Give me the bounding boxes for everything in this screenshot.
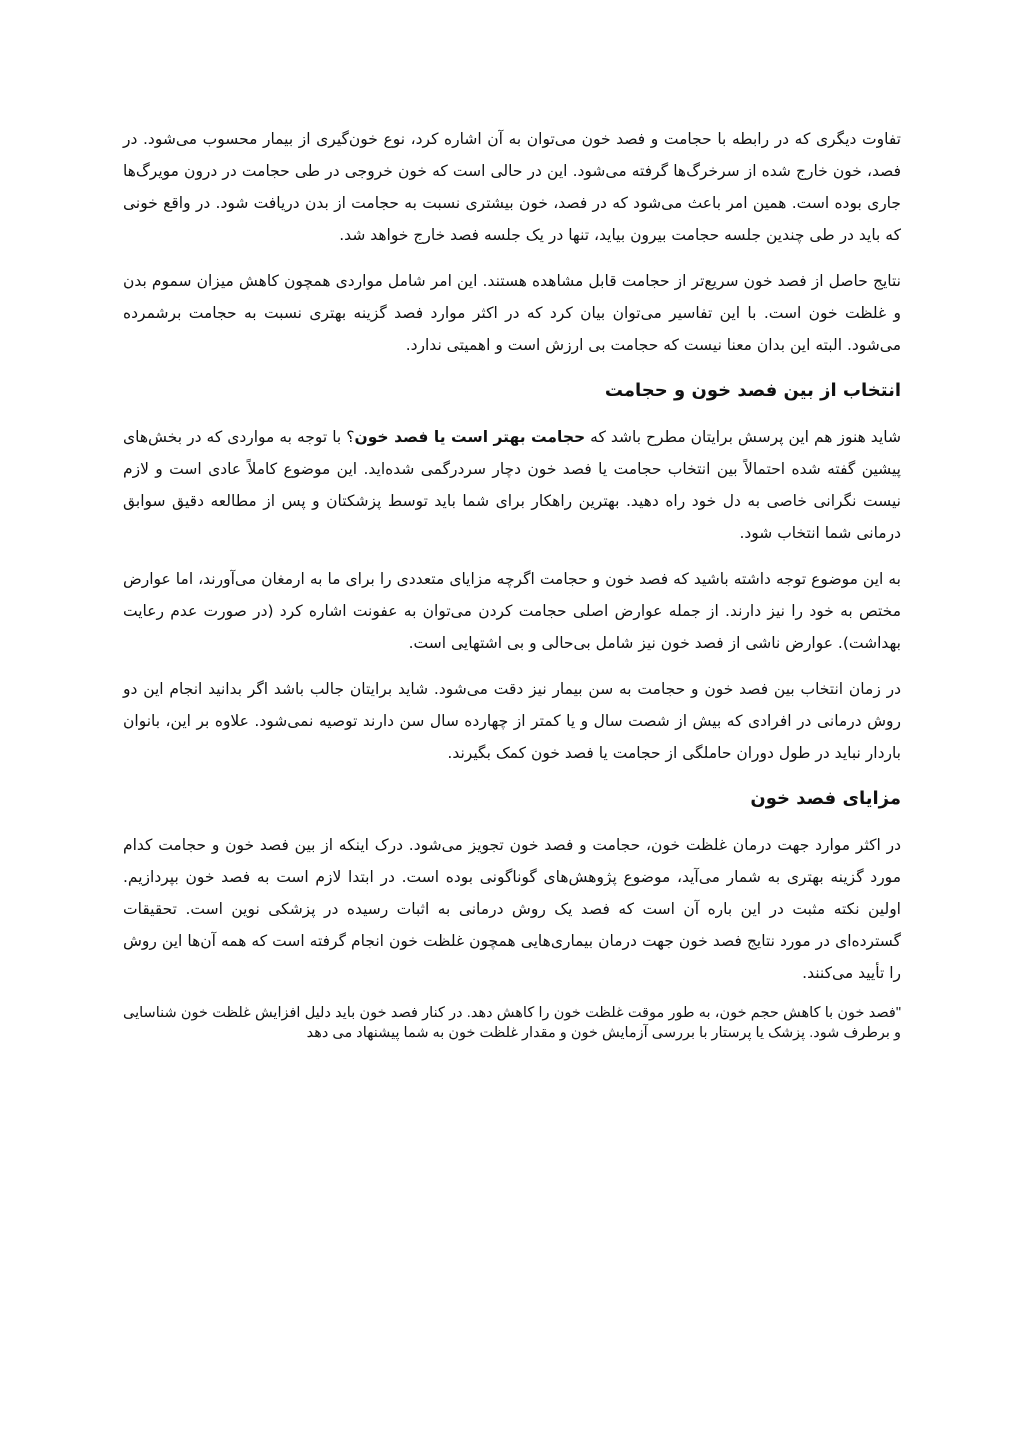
paragraph-text-segment: شاید هنوز هم این پرسش برایتان مطرح باشد که	[585, 428, 901, 446]
paragraph-age-considerations: در زمان انتخاب بین فصد خون و حجامت به سن بیمار نیز دقت می‌شود. شاید برایتان جالب باشد اگر بدانید انجام این دو روش درمانی در افرادی که بیش از شصت سال و یا کمتر از چهارده سال سن دارند توصیه نمی‌شود. علاوه بر این، بانوان باردار نباید در طول دوران حاملگی از حجامت یا فصد خون کمک بگیرند.	[123, 680, 901, 762]
paragraph-benefits: در اکثر موارد جهت درمان غلظت خون، حجامت و فصد خون تجویز می‌شود. درک اینکه از بین فصد خون و حجامت کدام مورد گزینه بهتری به شمار می‌آید، موضوع پژوهش‌های گوناگونی بوده است. در ابتدا لازم است به فصد خون بپردازیم. اولین نکته مثبت در این باره آن است که فصد یک روش درمانی به اثبات رسیده در پزشکی نوین است. تحقیقات گسترده‌ای در مورد نتایج فصد خون جهت درمان بیماری‌هایی همچون غلظت خون انجام گرفته است که همه آن‌ها این روش را تأیید می‌کنند.	[123, 836, 901, 982]
bold-question-phrase: حجامت بهتر است یا فصد خون	[354, 428, 586, 446]
paragraph-bloodletting-vs-cupping-difference: تفاوت دیگری که در رابطه با حجامت و فصد خون می‌توان به آن اشاره کرد، نوع خون‌گیری از بیمار محسوب می‌شود. در فصد، خون خارج شده از سرخرگ‌ها گرفته می‌شود. این در حالی است که خون خروجی در طی حجامت در درون مویرگ‌ها جاری بوده است. همین امر باعث می‌شود که در فصد، خون بیشتری نسبت به حجامت از بدن دریافت شود. در واقع خونی که باید در طی چندین جلسه حجامت بیرون بیاید، تنها در یک جلسه فصد خارج خواهد شد.	[123, 130, 901, 244]
section-heading-benefits: مزایای فصد خون	[750, 788, 901, 809]
paragraph-side-effects: به این موضوع توجه داشته باشید که فصد خون و حجامت اگرچه مزایای متعددی را برای ما به ارمغان می‌آورند، اما عوارض مختص به خود را نیز دارند. از جمله عوارض اصلی حجامت کردن می‌توان به عفونت اشاره کرد (در صورت عدم رعایت بهداشت). عوارض ناشی از فصد خون نیز شامل بی‌حالی و بی اشتهایی است.	[123, 570, 901, 652]
paragraph-choosing-question	[123, 421, 901, 549]
section-heading-choosing: انتخاب از بین فصد خون و حجامت	[604, 380, 901, 401]
document-page	[123, 123, 901, 1043]
paragraph-text-segment: ؟ با توجه به مواردی که در بخش‌های پیشین گفته شده احتمالاً بین انتخاب حجامت یا فصد خون دچار سردرگمی شده‌اید. این موضوع کاملاً عادی است و لازم نیست نگرانی خاصی به دل خود راه دهید. بهترین راهکار برای شما باید توسط پزشکتان و پس از مطالعه دقیق سوابق درمانی شما انتخاب شود.	[123, 428, 901, 542]
paragraph-results-comparison: نتایج حاصل از فصد خون سریع‌تر از حجامت قابل مشاهده هستند. این امر شامل مواردی همچون کاهش میزان سموم بدن و غلظت خون است. با این تفاسیر می‌توان بیان کرد که در اکثر موارد فصد گزینه بهتری نسبت به حجامت برشمرده می‌شود. البته این بدان معنا نیست که حجامت بی ارزش است و اهمیتی ندارد.	[123, 272, 901, 354]
quote-block: "فصد خون با کاهش حجم خون، به طور موقت غلظت خون را کاهش دهد. در کنار فصد خون باید دلیل افزایش غلظت خون شناسایی و برطرف شود. پزشک یا پرستار با بررسی آزمایش خون و مقدار غلظت خون به شما پیشنهاد می دهد	[123, 1005, 901, 1041]
